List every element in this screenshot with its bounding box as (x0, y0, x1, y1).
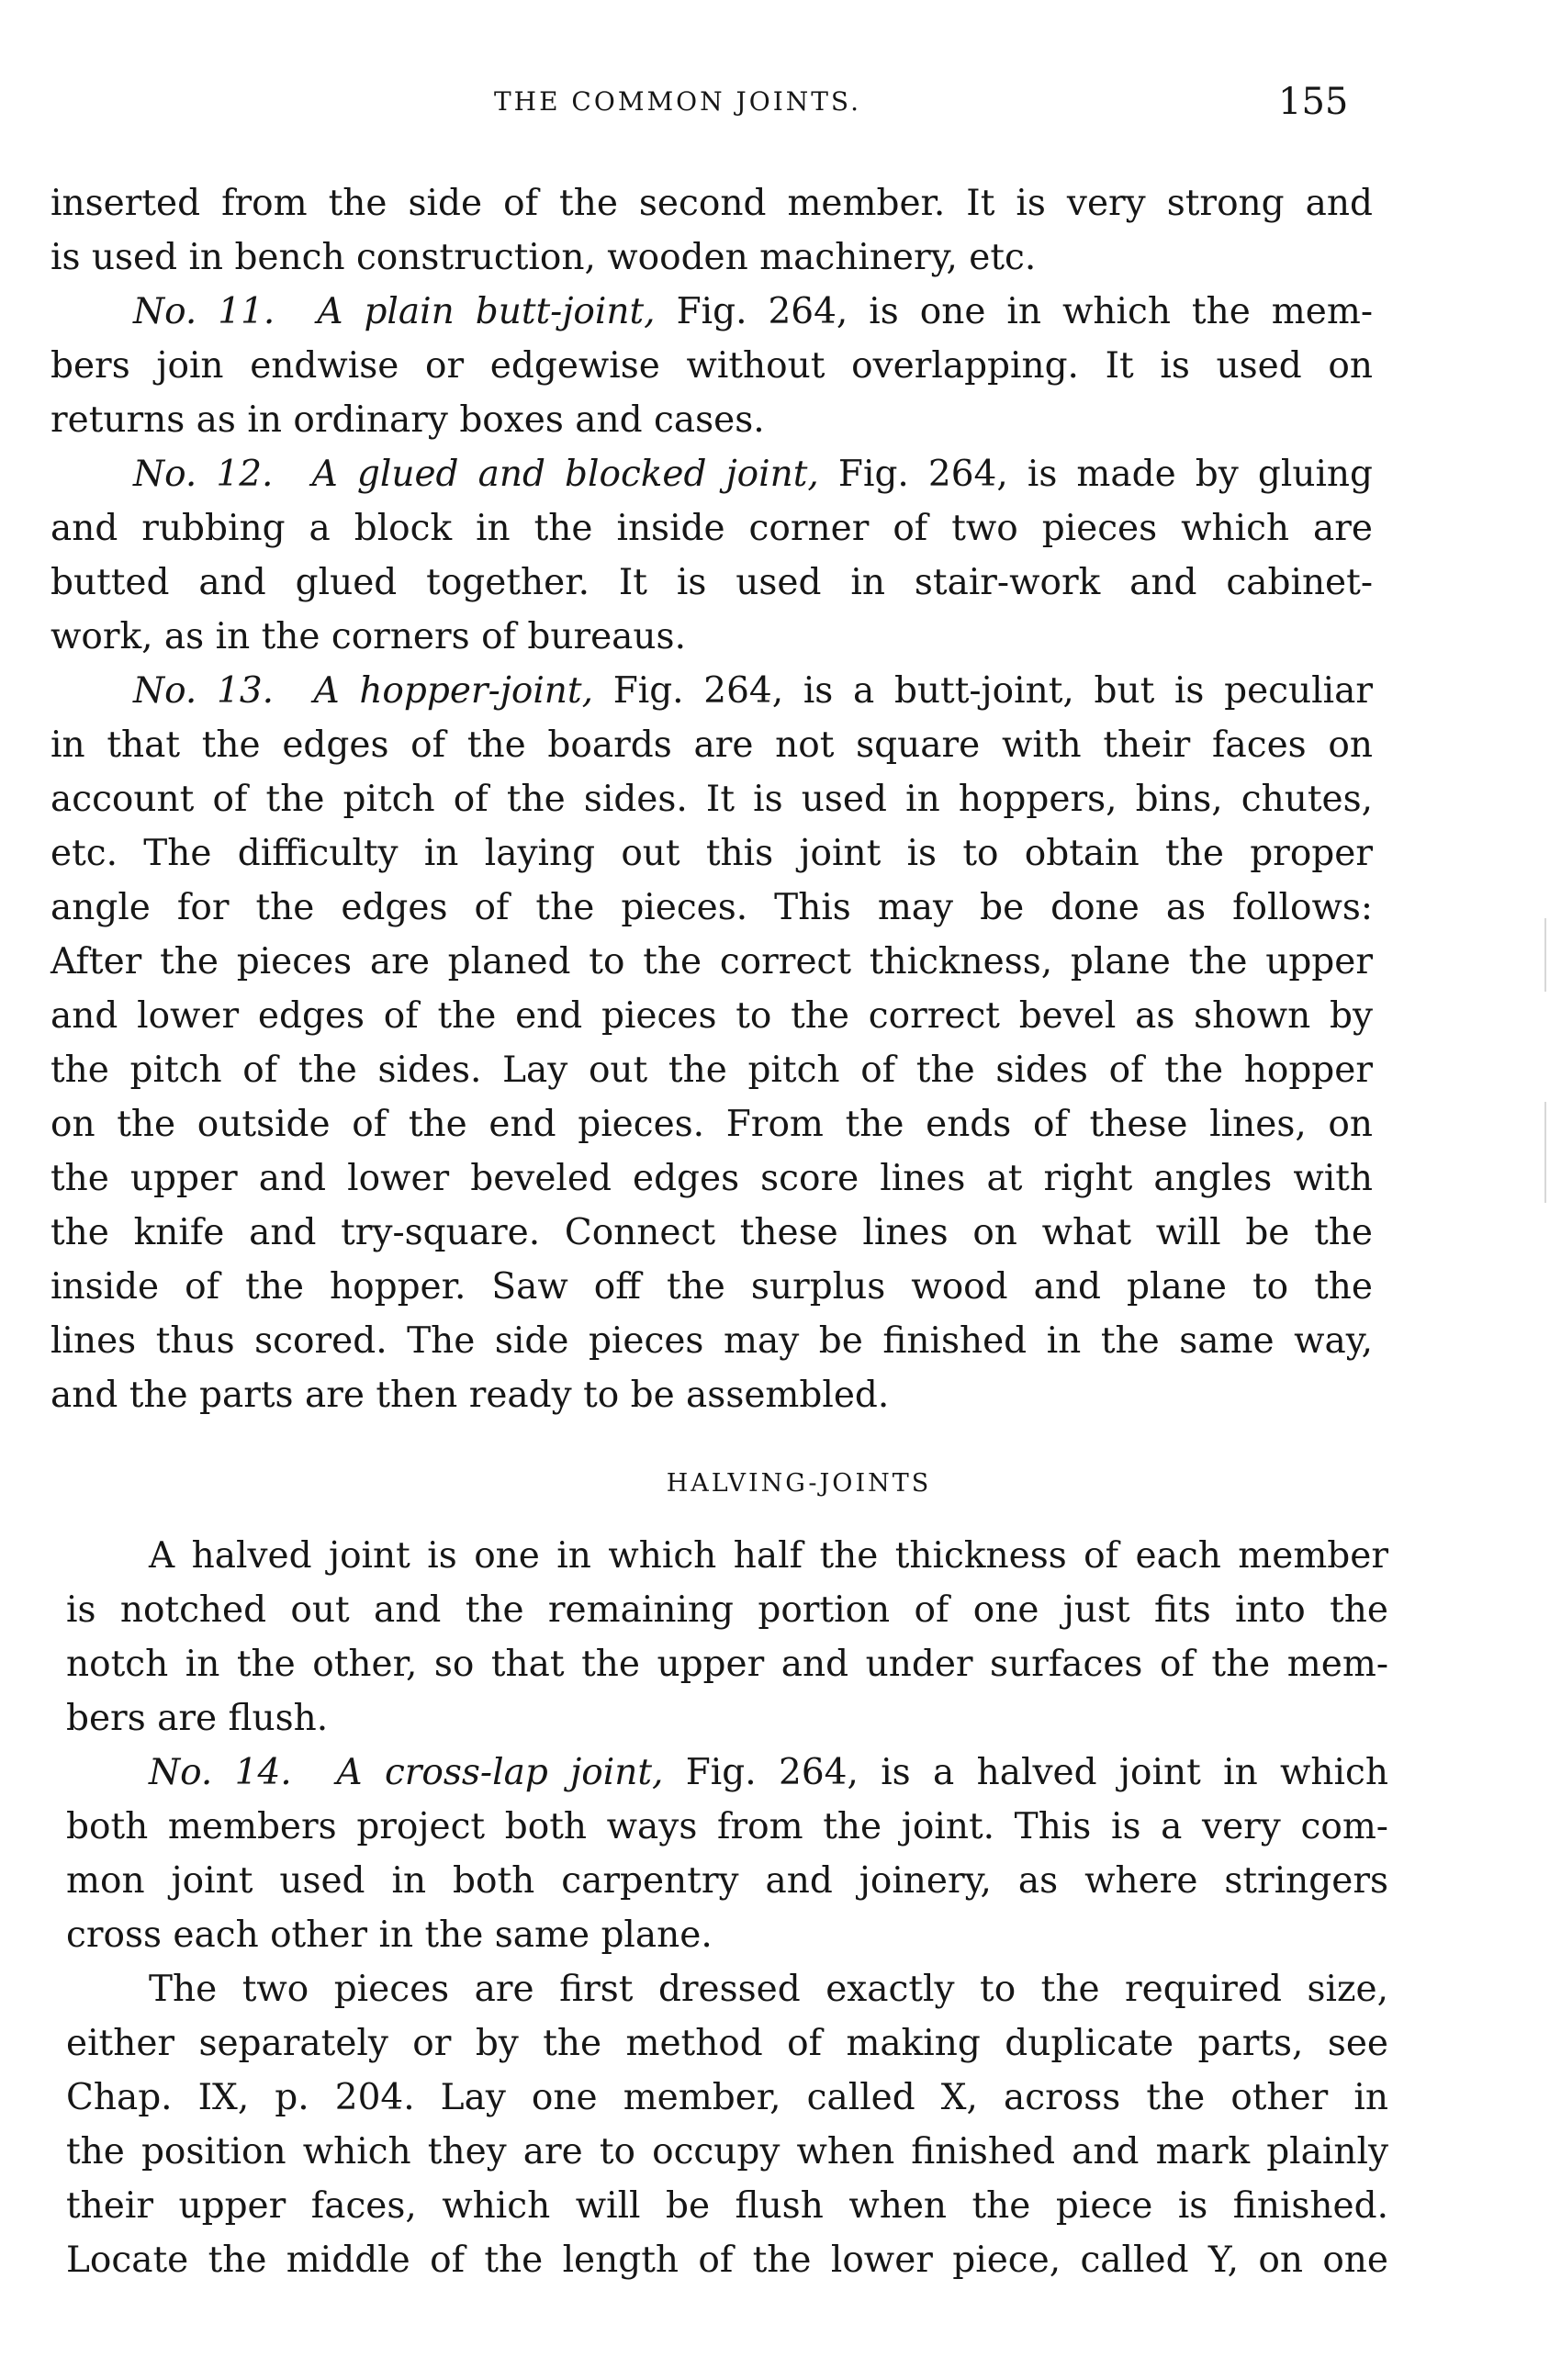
text-line: etc. The difficulty in laying out this joint is to obtain the proper (51, 833, 1373, 874)
text-line: is used in bench construction, wooden machinery, etc. (51, 237, 1037, 278)
item-12-term: A glued and blocked joint, (311, 454, 819, 495)
running-title: THE COMMON JOINTS. (494, 86, 862, 117)
text-line: butted and glued together. It is used in stair-work and cabinet- (51, 562, 1373, 603)
section-heading: HALVING-JOINTS (666, 1469, 932, 1498)
item-14-term: A cross-lap joint, (336, 1752, 664, 1793)
text-line: cross each other in the same plane. (66, 1914, 713, 1956)
item-14-first-rest: Fig. 264, is a halved joint in which (685, 1752, 1388, 1793)
item-14-first-line (66, 1746, 1388, 1800)
text-line: their upper faces, which will be flush when the piece is finished. (66, 2185, 1388, 2227)
text-line: inside of the hopper. Saw off the surplus wood and plane to the (51, 1266, 1373, 1308)
text-line: notch in the other, so that the upper and under surfaces of the mem- (66, 1644, 1388, 1685)
item-11-term: A plain butt-joint, (317, 291, 656, 332)
text-line: inserted from the side of the second member. It is very strong and (51, 183, 1373, 224)
text-line: the position which they are to occupy when finished and mark plainly (66, 2131, 1388, 2172)
text-line: either separately or by the method of making duplicate parts, see (66, 2023, 1388, 2064)
page-number: 155 (1278, 81, 1349, 123)
item-13-first-rest: Fig. 264, is a butt-joint, but is peculiar (612, 670, 1373, 712)
text-line: bers join endwise or edgewise without overlapping. It is used on (51, 345, 1373, 387)
text-line: in that the edges of the boards are not square with their faces on (51, 724, 1373, 766)
item-11-first-rest: Fig. 264, is one in which the mem- (676, 291, 1373, 332)
item-13-term: A hopper-joint, (313, 670, 593, 712)
text-line: angle for the edges of the pieces. This may be done as follows: (51, 887, 1373, 928)
text-line: and rubbing a block in the inside corner of two pieces which are (51, 508, 1373, 549)
text-line: and the parts are then ready to be assembled. (51, 1375, 890, 1416)
text-line: the knife and try-square. Connect these lines on what will be the (51, 1212, 1373, 1253)
item-14-number: No. 14. (149, 1752, 292, 1793)
lower-text-block (66, 1529, 1388, 2287)
text-line: bers are flush. (66, 1698, 329, 1739)
text-line: work, as in the corners of bureaus. (51, 616, 686, 657)
text-line: lines thus scored. The side pieces may be finished in the same way, (51, 1320, 1373, 1362)
text-line: account of the pitch of the sides. It is used in hoppers, bins, chutes, (51, 779, 1373, 820)
scan-artifact (1544, 918, 1546, 992)
text-line: both members project both ways from the joint. This is a very com- (66, 1806, 1388, 1847)
scan-artifact (1544, 1102, 1546, 1203)
text-line: mon joint used in both carpentry and joinery, as where stringers (66, 1860, 1388, 1902)
text-line: The two pieces are first dressed exactly to the required size, (149, 1969, 1388, 2010)
text-line: Locate the middle of the length of the lower piece, called Y, on one (66, 2240, 1388, 2281)
text-line: Chap. IX, p. 204. Lay one member, called X, across the other in (66, 2077, 1388, 2118)
item-13-first-line (51, 664, 1373, 718)
running-head (0, 81, 1561, 121)
item-12-first-line (51, 447, 1373, 501)
text-line: is notched out and the remaining portion of one just fits into the (66, 1589, 1388, 1631)
text-line: the pitch of the sides. Lay out the pitch of the sides of the hopper (51, 1050, 1373, 1091)
item-13-number: No. 13. (133, 670, 275, 712)
item-11-first-line (51, 285, 1373, 339)
text-line: on the outside of the end pieces. From the ends of these lines, on (51, 1104, 1373, 1145)
text-line: and lower edges of the end pieces to the correct bevel as shown by (51, 995, 1373, 1037)
item-12-first-rest: Fig. 264, is made by gluing (837, 454, 1374, 495)
text-line: After the pieces are planed to the correct thickness, plane the upper (51, 941, 1373, 982)
item-11-number: No. 11. (133, 291, 275, 332)
item-12-number: No. 12. (133, 454, 274, 495)
text-line: A halved joint is one in which half the thickness of each member (149, 1535, 1388, 1577)
text-line: returns as in ordinary boxes and cases. (51, 399, 765, 441)
text-line: the upper and lower beveled edges score lines at right angles with (51, 1158, 1373, 1199)
upper-text-block (51, 176, 1373, 1422)
